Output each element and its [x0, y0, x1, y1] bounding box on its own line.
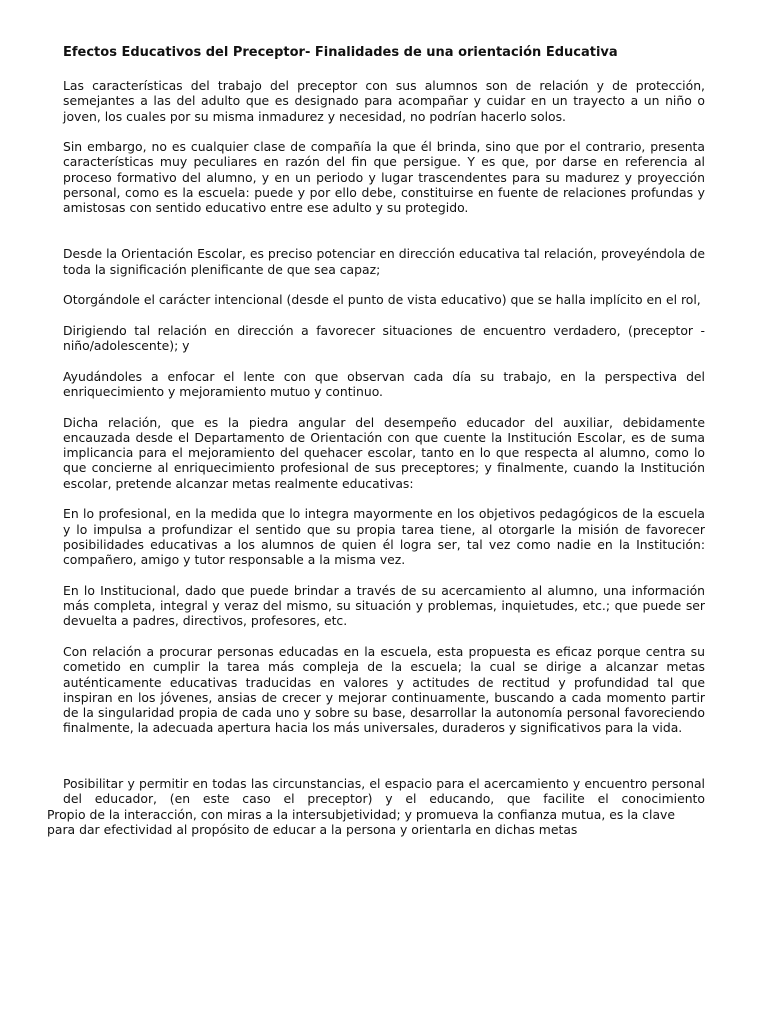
- closing-paragraph-outdented-text: Propio de la interacción, con miras a la intersubjetividad; y promueva la confianza mutua, es la clave para dar efectividad al propósito de educar a la persona y orientarla en dichas metas: [47, 806, 675, 837]
- paragraph: En lo profesional, en la medida que lo integra mayormente en los objetivos pedagógicos de la escuela y lo impulsa a profundizar el sentido que su propia tarea tiene, al otorgarle la misión de favorecer posibilidades educativas a los alumnos de quien él logra ser, tal vez como nadie en la Institución: compañero, amigo y tutor responsable a la misma vez.: [63, 506, 705, 568]
- document-body: [63, 78, 705, 751]
- paragraph: Desde la Orientación Escolar, es preciso potenciar en dirección educativa tal relación, proveyéndola de toda la significación plenificante de que sea capaz;: [63, 246, 705, 277]
- paragraph: Dirigiendo tal relación en dirección a favorecer situaciones de encuentro verdadero, (preceptor - niño/adolescente); y: [63, 322, 705, 354]
- paragraph: Las características del trabajo del preceptor con sus alumnos son de relación y de protección, semejantes a las del adulto que es designado para acompañar y cuidar en un trayecto a un niño o joven, los cuales por su misma inmadurez y necesidad, no podrían hacerlo solos.: [63, 78, 705, 124]
- paragraph: Otorgándole el carácter intencional (desde el punto de vista educativo) que se halla implícito en el rol,: [63, 292, 701, 308]
- closing-paragraph: [47, 776, 705, 837]
- paragraph: Ayudándoles a enfocar el lente con que observan cada día su trabajo, en la perspectiva del enriquecimiento y mejoramiento mutuo y continuo.: [63, 368, 705, 399]
- paragraph: En lo Institucional, dado que puede brindar a través de su acercamiento al alumno, una información más completa, integral y veraz del mismo, su situación y problemas, inquietudes, etc.; que puede ser devuelta a padres, directivos, profesores, etc.: [63, 582, 705, 629]
- document-title: Efectos Educativos del Preceptor- Finalidades de una orientación Educativa: [63, 45, 618, 60]
- closing-paragraph-indented-text: Posibilitar y permitir en todas las circunstancias, el espacio para el acercamiento y encuentro personal del educador, (en este caso el preceptor) y el educando, que facilite el conocimiento: [63, 776, 705, 807]
- paragraph: Dicha relación, que es la piedra angular del desempeño educador del auxiliar, debidamente encauzada desde el Departamento de Orientación con que cuente la Institución Escolar, es de suma implicancia para el mejoramiento del quehacer escolar, tanto en lo que respecta al alumno, como lo que concierne al enriquecimiento profesional de sus preceptores; y finalmente, cuando la Institución escolar, pretende alcanzar metas realmente educativas:: [63, 414, 705, 491]
- paragraph: Sin embargo, no es cualquier clase de compañía la que él brinda, sino que por el contrario, presenta características muy peculiares en razón del fin que persigue. Y es que, por darse en referencia al proceso formativo del alumno, y en un periodo y lugar trascendentes para su madurez y proyección personal, como es la escuela: puede y por ello debe, constituirse en fuente de relaciones profundas y amistosas con sentido educativo entre ese adulto y su protegido.: [63, 139, 705, 216]
- paragraph: Con relación a procurar personas educadas en la escuela, esta propuesta es eficaz porque centra su cometido en cumplir la tarea más compleja de la escuela; la cual se dirige a alcanzar metas auténticamente educativas traducidas en valores y actitudes de rectitud y profundidad tal que inspiran en los jóvenes, ansias de crecer y mejorar continuamente, buscando a cada momento partir de la singularidad propia de cada uno y sobre su base, desarrollar la autonomía personal favoreciendo finalmente, la adecuada apertura hacia los más universales, duraderos y significativos para la vida.: [63, 643, 705, 736]
